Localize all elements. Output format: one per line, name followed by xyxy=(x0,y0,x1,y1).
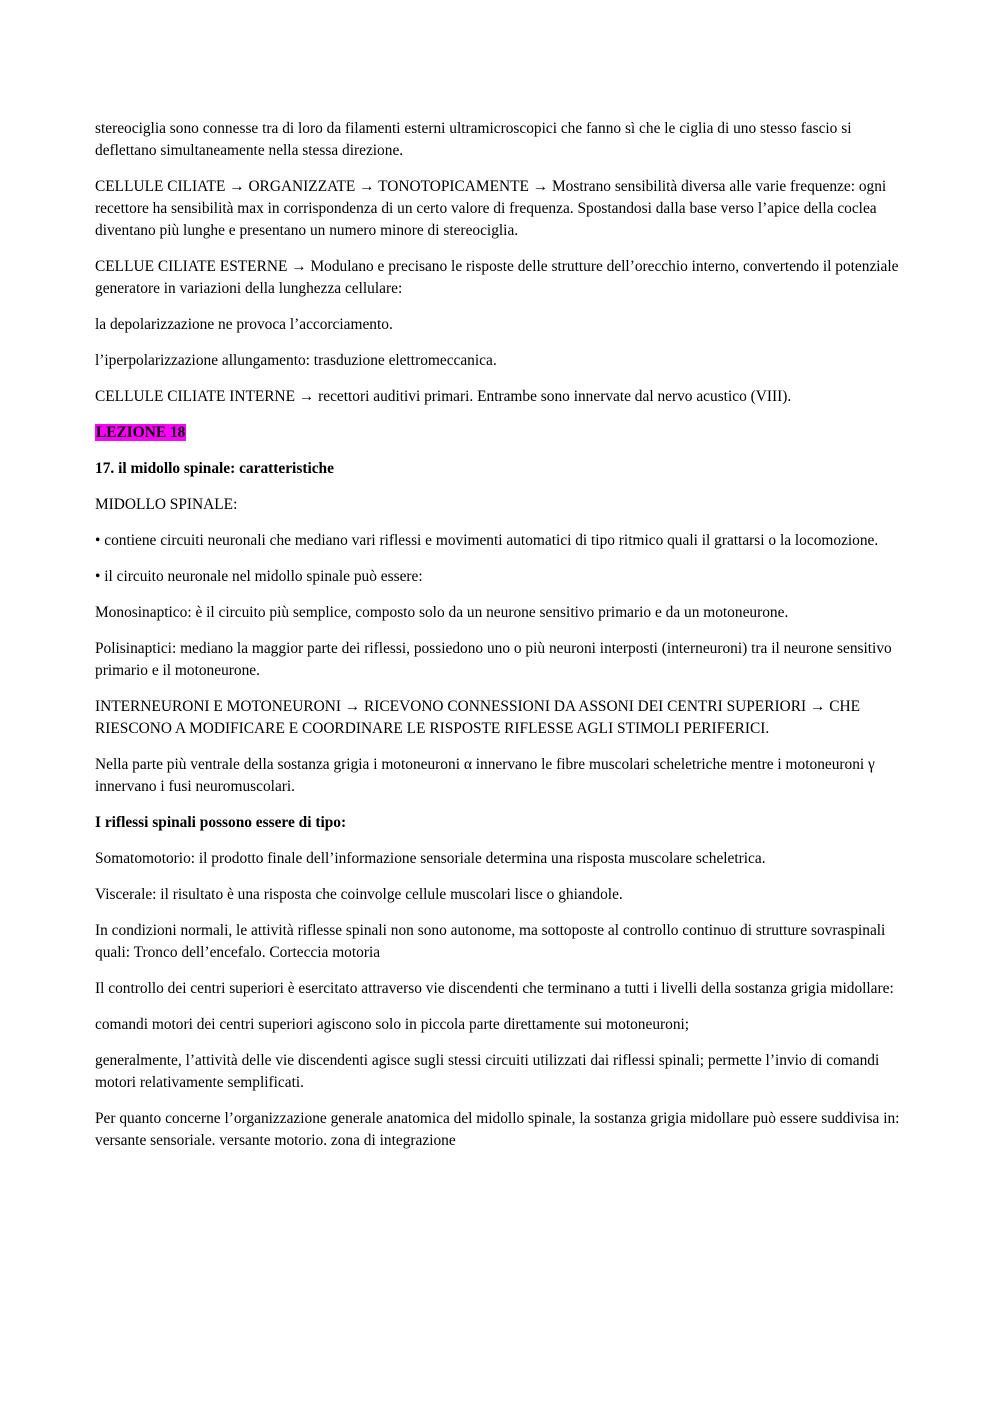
bullet-circuiti: • contiene circuiti neuronali che mediano vari riflessi e movimenti automatici di tipo ritmico quali il grattarsi o la locomozione. xyxy=(95,532,879,549)
bullet-circuito-neuronale: • il circuito neuronale nel midollo spinale può essere: xyxy=(95,568,423,585)
paragraph-polisinaptici: Polisinaptici: mediano la maggior parte dei riflessi, possiedono uno o più neuroni interposti (interneuroni) tra il neurone sensitivo primario e il motoneurone. xyxy=(95,640,892,679)
paragraph-cellule-ciliate: CELLULE CILIATE → ORGANIZZATE → TONOTOPICAMENTE → Mostrano sensibilità diversa alle varie frequenze: ogni recettore ha sensibilità max in corrispondenza di un certo valore di frequenza. Spostandosi dalla base verso l’apice della coclea diventano più lunghe e presentano un numero minore di stereociglia. xyxy=(95,178,887,239)
paragraph-generalmente: generalmente, l’attività delle vie discendenti agisce sugli stessi circuiti utilizzati dai riflessi spinali; permette l’invio di comandi motori relativamente semplificati. xyxy=(95,1052,880,1091)
paragraph-organizzazione: Per quanto concerne l’organizzazione generale anatomica del midollo spinale, la sostanza grigia midollare può essere suddivisa in: versante sensoriale. versante motorio. zona di integrazione xyxy=(95,1110,900,1149)
paragraph-midollo-title: MIDOLLO SPINALE: xyxy=(95,496,238,513)
paragraph-stereociglia: stereociglia sono connesse tra di loro da filamenti esterni ultramicroscopici che fanno sì che le ciglia di uno stesso fascio si deflettano simultaneamente nella stessa direzione. xyxy=(95,120,852,159)
paragraph-interneuroni: INTERNEURONI E MOTONEURONI → RICEVONO CONNESSIONI DA ASSONI DEI CENTRI SUPERIORI → CHE RIESCONO A MODIFICARE E COORDINARE LE RISPOSTE RIFLESSE AGLI STIMOLI PERIFERICI. xyxy=(95,698,860,737)
paragraph-condizioni-normali: In condizioni normali, le attività riflesse spinali non sono autonome, ma sottoposte al controllo continuo di strutture sovraspinali quali: Tronco dell’encefalo. Corteccia motoria xyxy=(95,922,886,961)
paragraph-somatomotorio: Somatomotorio: il prodotto finale dell’informazione sensoriale determina una risposta muscolare scheletrica. xyxy=(95,850,766,867)
paragraph-cellule-interne: CELLULE CILIATE INTERNE → recettori auditivi primari. Entrambe sono innervate dal nervo acustico (VIII). xyxy=(95,388,792,405)
paragraph-comandi-motori: comandi motori dei centri superiori agiscono solo in piccola parte direttamente sui motoneuroni; xyxy=(95,1016,690,1033)
section-heading: 17. il midollo spinale: caratteristiche xyxy=(95,460,334,477)
paragraph-viscerale: Viscerale: il risultato è una risposta che coinvolge cellule muscolari lisce o ghiandole. xyxy=(95,886,623,903)
paragraph-cellule-esterne: CELLUE CILIATE ESTERNE → Modulano e precisano le risposte delle strutture dell’orecchio interno, convertendo il potenziale generatore in variazioni della lunghezza cellulare: xyxy=(95,258,899,297)
paragraph-motoneuroni: Nella parte più ventrale della sostanza grigia i motoneuroni α innervano le fibre muscolari scheletriche mentre i motoneuroni γ innervano i fusi neuromuscolari. xyxy=(95,756,875,795)
paragraph-depolarizzazione: la depolarizzazione ne provoca l’accorciamento. xyxy=(95,316,393,333)
paragraph-monosinaptico: Monosinaptico: è il circuito più semplice, composto solo da un neurone sensitivo primario e da un motoneurone. xyxy=(95,604,789,621)
lesson-label: LEZIONE 18 xyxy=(96,424,186,441)
paragraph-iperpolarizzazione: l’iperpolarizzazione allungamento: trasduzione elettromeccanica. xyxy=(95,352,497,369)
paragraph-controllo-centri: Il controllo dei centri superiori è esercitato attraverso vie discendenti che terminano a tutti i livelli della sostanza grigia midollare: xyxy=(95,980,894,997)
paragraph-riflessi-heading: I riflessi spinali possono essere di tipo: xyxy=(95,814,347,831)
document-page xyxy=(95,118,907,1166)
lesson-heading-row xyxy=(95,422,907,444)
